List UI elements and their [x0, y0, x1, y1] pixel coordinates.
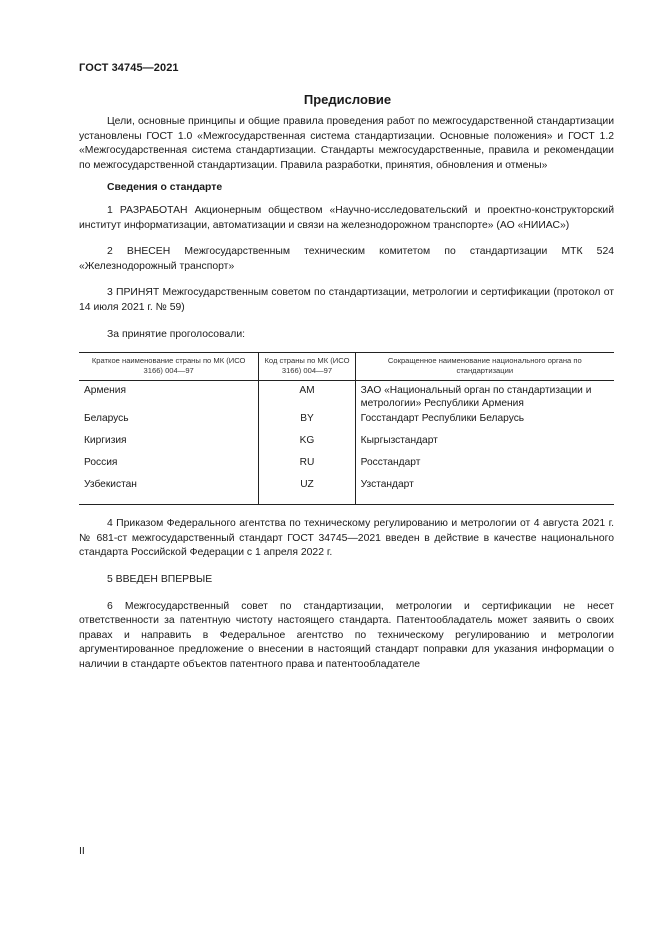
- section-subheading: Сведения о стандарте: [107, 182, 223, 194]
- country-cell: Беларусь: [84, 413, 129, 425]
- code-cell: AM: [259, 381, 355, 412]
- document-id: ГОСТ 34745—2021: [79, 62, 179, 74]
- country-cell: Россия: [84, 457, 118, 469]
- body-cell: Кыргызстандарт: [355, 433, 614, 455]
- body-cell: Госстандарт Республики Беларусь: [355, 411, 614, 433]
- body-cell: ЗАО «Национальный орган по стандартизации и метрологии» Республики Армения: [355, 381, 614, 412]
- paragraph-1: 1 РАЗРАБОТАН Акционерным обществом «Научно-исследовательский и проектно-конструкторский институт информатизации, автоматизации и связи на железнодорожном транспорте» (АО «НИИАС»): [79, 204, 614, 231]
- paragraph-3: 3 ПРИНЯТ Межгосударственным советом по стандартизации, метрологии и сертификации (протокол от 14 июля 2021 г. № 59): [79, 287, 614, 313]
- document-body: [79, 115, 614, 672]
- countries-table: [79, 352, 614, 505]
- page-title: Предисловие: [303, 92, 392, 107]
- table-row: [79, 433, 614, 455]
- body-cell: Росстандарт: [355, 455, 614, 477]
- page-number: II: [79, 845, 85, 857]
- code-cell: RU: [259, 455, 355, 477]
- paragraph-5: 5 ВВЕДЕН ВПЕРВЫЕ: [107, 573, 213, 585]
- column-header-code: Код страны по МК (ИСО 3166) 004—97: [259, 353, 355, 381]
- code-cell: KG: [259, 433, 355, 455]
- table-header-row: [79, 353, 614, 381]
- body-cell: Узстандарт: [355, 477, 614, 505]
- paragraph-6: 6 Межгосударственный совет по стандартизации, метрологии и сертификации не несет ответственности за патентную чистоту настоящего стандарта. Патентообладатель может заявить о своих правах и направить в Федеральное агентство по техническому регулированию и метрологии аргументированное предложение о внесении в настоящий стандарт поправки для указания информации о наличии в стандарте объектов патентного права и патентообладателе: [79, 600, 614, 670]
- country-cell: Армения: [84, 385, 126, 397]
- table-row: [79, 381, 614, 412]
- paragraph-4: 4 Приказом Федерального агентства по техническому регулированию и метрологии от 4 августа 2021 г. № 681-ст межгосударственный стандарт ГОСТ 34745—2021 введен в действие в качестве национального стандарта Российской Федерации с 1 апреля 2022 г.: [79, 518, 614, 559]
- paragraph-2: 2 ВНЕСЕН Межгосударственным техническим комитетом по стандартизации МТК 524 «Железнодорожный транспорт»: [79, 246, 614, 272]
- country-cell: Узбекистан: [79, 477, 259, 505]
- table-row: [79, 477, 614, 505]
- code-cell: BY: [259, 411, 355, 433]
- table-row: [79, 411, 614, 433]
- intro-paragraph: Цели, основные принципы и общие правила проведения работ по межгосударственной стандартизации установлены ГОСТ 1.0 «Межгосударственная система стандартизации. Основные положения» и ГОСТ 1.2 «Межгосударственная система стандартизации. Стандарты межгосударственные, правила и рекомендации по межгосударственной стандартизации. Правила разработки, принятия, обновления и отмены»: [79, 116, 614, 171]
- table-row: [79, 455, 614, 477]
- column-header-body: Сокращенное наименование национального органа по стандартизации: [355, 353, 614, 381]
- country-cell: Киргизия: [84, 435, 127, 447]
- voted-label: За принятие проголосовали:: [107, 328, 246, 340]
- column-header-country: Краткое наименование страны по МК (ИСО 3166) 004—97: [79, 353, 259, 381]
- code-cell: UZ: [259, 477, 355, 505]
